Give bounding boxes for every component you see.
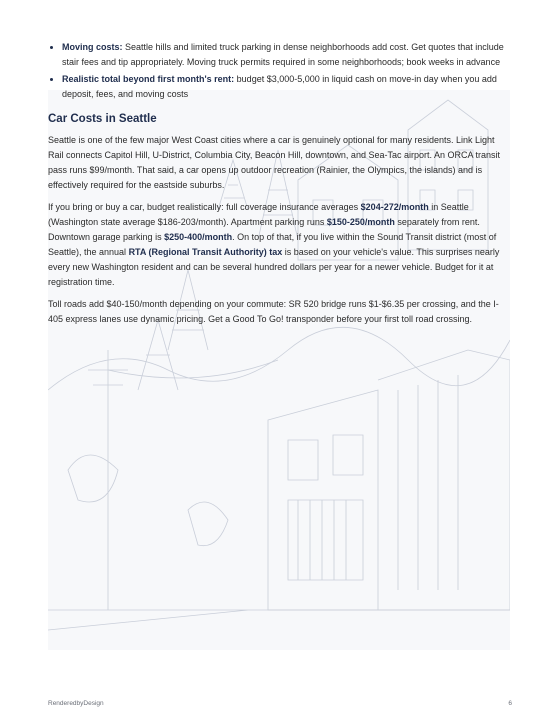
bullet-label: Realistic total beyond first month's rent: [62, 74, 235, 84]
bullet-label: Moving costs: [62, 42, 123, 52]
paragraph-tolls: Toll roads add $40-150/month depending on your commute: SR 520 bridge runs $1-$6.35 per crossing, and the I-405 express lanes use dynamic pricing. Get a Good To Go! transponder before your first toll road crossing. [48, 299, 499, 324]
bullet-text: budget $3,000-5,000 in liquid cash on move-in day when you add deposit, fees, and moving costs [62, 74, 497, 99]
page-number: 6 [508, 700, 512, 707]
page-footer [48, 700, 512, 707]
text-run: separately from rent. Downtown garage parking is [48, 217, 480, 242]
text-run: in Seattle (Washington state average $186-203/month). Apartment parking runs [48, 202, 469, 227]
bullet-text: Seattle hills and limited truck parking in dense neighborhoods add cost. Get quotes that include stair fees and tip appropriately. Moving truck permits required in some neighborhoods; book weeks in advance [62, 42, 504, 67]
paragraph-transit: Seattle is one of the few major West Coast cities where a car is genuinely optional for many residents. Link Light Rail connects Capitol Hill, U-District, Columbia City, Beacon Hill, downtown, and Sea-Tac airport. An ORCA transit pass runs $99/month. That said, a car opens up outdoor recreation (Rainier, the Olympics, the islands) and is effectively required for the eastside suburbs. [48, 135, 501, 190]
rta-tax-highlight: RTA (Regional Transit Authority) tax [128, 247, 283, 257]
list-item [62, 40, 510, 70]
insurance-cost-highlight: $204-272/month [360, 202, 429, 212]
footer-brand: RenderedbyDesign [48, 700, 104, 707]
text-run: If you bring or buy a car, budget realistically: full coverage insurance averages [48, 202, 361, 212]
list-item [62, 72, 510, 102]
cost-bullet-list [48, 40, 510, 102]
text-run: . On top of that, if you live within the Sound Transit district (most of Seattle), the annual [48, 232, 497, 257]
parking-cost-highlight: $150-250/month [326, 217, 395, 227]
section-heading: Car Costs in Seattle [48, 113, 157, 125]
text-run: is based on your vehicle's value. This surprises nearly every new Washington resident and can be several hundred dollars per year for a newer vehicle. Budget for it at registration time. [48, 247, 500, 287]
garage-cost-highlight: $250-400/month [164, 232, 233, 242]
main-content [48, 40, 510, 334]
paragraph-car-budget [48, 200, 510, 290]
